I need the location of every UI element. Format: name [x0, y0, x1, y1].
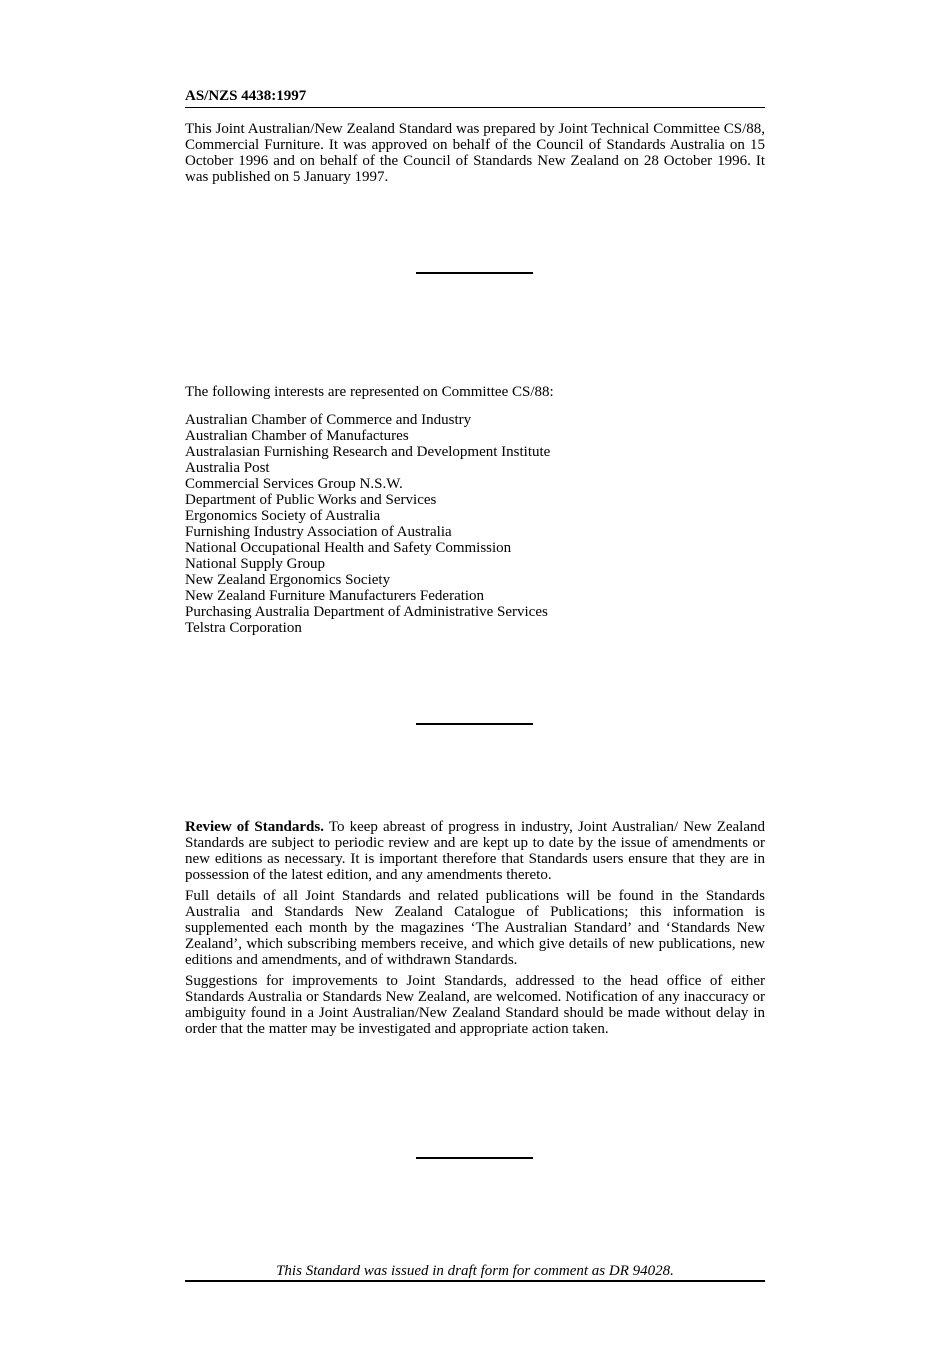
- list-item: Furnishing Industry Association of Australia: [185, 524, 452, 540]
- list-item: Department of Public Works and Services: [185, 492, 437, 508]
- review-paragraph: Suggestions for improvements to Joint Standards, addressed to the head office of either Standards Australia or Standards New Zealand, are welcomed. Notification of any inaccuracy or ambiguity found in a Joint Australian/New Zealand Standard should be made without delay in order that the matter may be investigated and appropriate action taken.: [185, 973, 765, 1037]
- review-text: To keep abreast of progress in industry, Joint Australian/ New Zealand Standards are subject to periodic review and are kept up to date by the issue of amendments or new editions as necessary. It is important therefore that Standards users ensure that they are in possession of the latest edition, and any amendments thereto.: [185, 819, 765, 883]
- standard-code: AS/NZS 4438:1997: [185, 88, 307, 104]
- review-paragraph: [185, 819, 765, 883]
- review-heading: Review of Standards.: [185, 819, 324, 835]
- list-item: Australian Chamber of Commerce and Industry: [185, 412, 472, 428]
- list-item: Australian Chamber of Manufactures: [185, 428, 409, 444]
- list-item: National Supply Group: [185, 556, 325, 572]
- list-item: Ergonomics Society of Australia: [185, 508, 381, 524]
- intro-paragraph: This Joint Australian/New Zealand Standard was prepared by Joint Technical Committee CS/88, Commercial Furniture. It was approved on behalf of the Council of Standards Australia on 15 October 1996 and on behalf of the Council of Standards New Zealand on 28 October 1996. It was published on 5 January 1997.: [185, 121, 765, 185]
- review-paragraph: Full details of all Joint Standards and related publications will be found in the Standards Australia and Standards New Zealand Catalogue of Publications; this information is supplemented each month by the magazines ‘The Australian Standard’ and ‘Standards New Zealand’, which subscribing members receive, and which give details of new publications, new editions and amendments, and of withdrawn Standards.: [185, 888, 765, 968]
- section-divider: [416, 1157, 533, 1159]
- list-item: Australasian Furnishing Research and Development Institute: [185, 444, 551, 460]
- list-item: Commercial Services Group N.S.W.: [185, 476, 403, 492]
- list-item: Telstra Corporation: [185, 620, 302, 636]
- list-item: New Zealand Furniture Manufacturers Federation: [185, 588, 485, 604]
- committee-intro: The following interests are represented on Committee CS/88:: [185, 384, 554, 400]
- list-item: Australia Post: [185, 460, 270, 476]
- section-divider: [416, 272, 533, 274]
- draft-note: This Standard was issued in draft form for comment as DR 94028.: [185, 1263, 765, 1282]
- list-item: National Occupational Health and Safety Commission: [185, 540, 512, 556]
- page-header: [185, 88, 765, 108]
- list-item: Purchasing Australia Department of Administrative Services: [185, 604, 548, 620]
- committee-member-list: [185, 412, 765, 636]
- section-divider: [416, 723, 533, 725]
- review-section: [185, 819, 765, 1042]
- list-item: New Zealand Ergonomics Society: [185, 572, 391, 588]
